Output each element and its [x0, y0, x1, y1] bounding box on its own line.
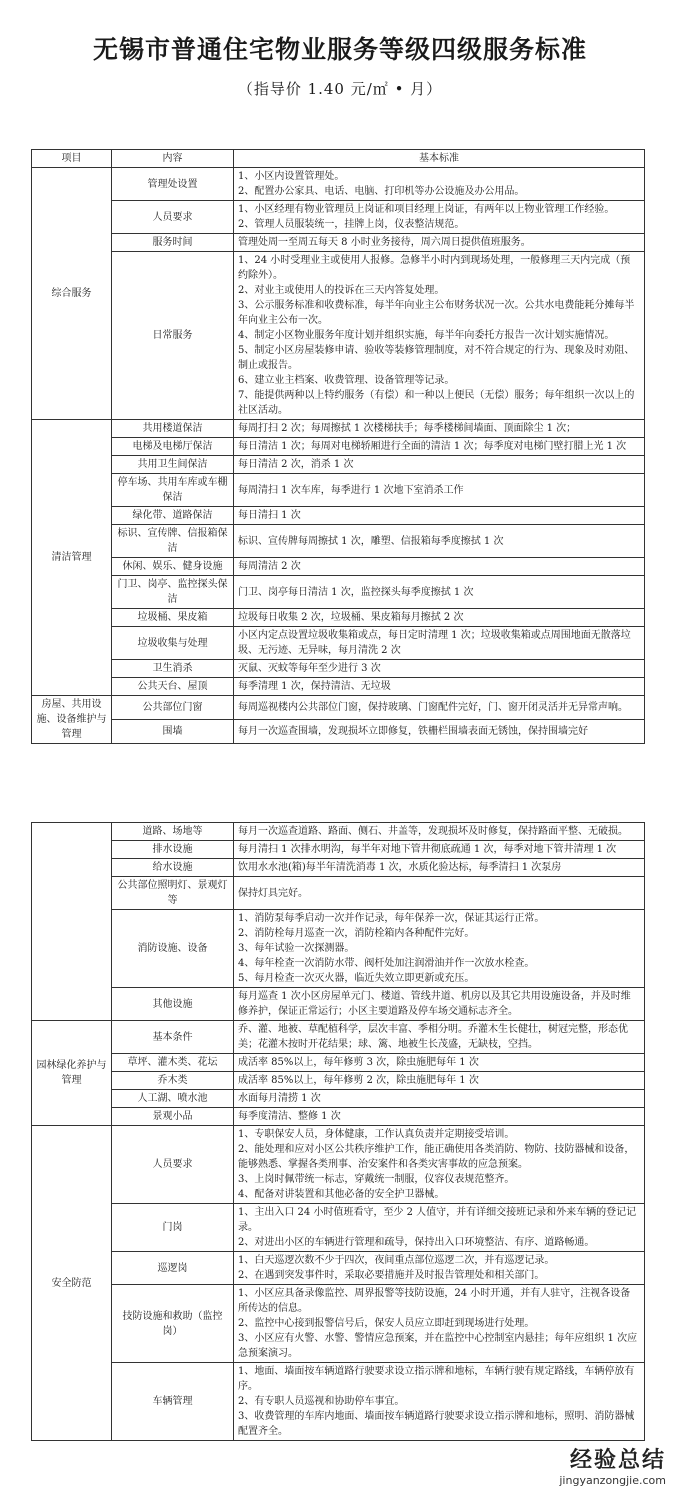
item-cell: 门岗: [112, 1204, 234, 1252]
item-cell: 公共部位照明灯、景观灯等: [112, 877, 234, 910]
standard-cell: 1、白天巡逻次数不少于四次，夜间重点部位巡逻二次，并有巡逻记录。 2、在遇到突发事件时，采取必要措施并及时报告管理处和相关部门。: [234, 1252, 645, 1285]
table-row: [32, 678, 645, 696]
standard-cell: 每日清洁 2 次，消杀 1 次: [234, 456, 645, 474]
table-header-row: [32, 150, 645, 168]
table-row: [32, 1285, 645, 1363]
item-cell: 人员要求: [112, 201, 234, 234]
category-cell: 园林绿化养护与管理: [32, 1021, 112, 1126]
standard-cell: 每周清扫 1 次车库，每季进行 1 次地下室消杀工作: [234, 474, 645, 507]
table-row: [32, 474, 645, 507]
table-row: [32, 1108, 645, 1126]
table-row: [32, 1363, 645, 1441]
table-row: [32, 576, 645, 609]
standards-table-1: [31, 149, 645, 744]
table-row: [32, 627, 645, 660]
item-cell: 乔木类: [112, 1072, 234, 1090]
table-row: [32, 1054, 645, 1072]
table-row: [32, 660, 645, 678]
item-cell: 基本条件: [112, 1021, 234, 1054]
item-cell: 共用卫生间保洁: [112, 456, 234, 474]
table-header-cell: 内容: [112, 150, 234, 168]
standard-cell: 灭鼠、灭蚊等每年至少进行 3 次: [234, 660, 645, 678]
table-row: [32, 1090, 645, 1108]
standard-cell: 1、主出入口 24 小时值班看守，至少 2 人值守，并有详细交接班记录和外来车辆的登记记录。 2、对进出小区的车辆进行管理和疏导，保持出入口环境整洁、有序、道路畅通。: [234, 1204, 645, 1252]
table-row: [32, 841, 645, 859]
table-row: [32, 823, 645, 841]
item-cell: 垃圾桶、果皮箱: [112, 609, 234, 627]
standard-cell: 门卫、岗亭每日清洁 1 次，监控探头每季度擦拭 1 次: [234, 576, 645, 609]
table-row: [32, 1021, 645, 1054]
page-title: 无锡市普通住宅物业服务等级四级服务标准: [92, 35, 587, 64]
item-cell: 道路、场地等: [112, 823, 234, 841]
category-cell: 安全防范: [32, 1126, 112, 1441]
category-cell: 清洁管理: [32, 420, 112, 696]
standard-cell: 乔、灌、地被、草配植科学，层次丰富、季相分明。乔灌木生长健壮，树冠完整，形态优美；花灌木按时开花结果；球、篱、地被生长茂盛，无缺枝，空挡。: [234, 1021, 645, 1054]
table-row: [32, 988, 645, 1021]
standard-cell: 每周清洁 2 次: [234, 558, 645, 576]
item-cell: 停车场、共用车库或车棚保洁: [112, 474, 234, 507]
item-cell: 管理处设置: [112, 168, 234, 201]
item-cell: 消防设施、设备: [112, 910, 234, 988]
item-cell: 车辆管理: [112, 1363, 234, 1441]
item-cell: 技防设施和救助（监控岗）: [112, 1285, 234, 1363]
item-cell: 垃圾收集与处理: [112, 627, 234, 660]
item-cell: 人工湖、喷水池: [112, 1090, 234, 1108]
standard-cell: 每日清洁 1 次；每周对电梯轿厢进行全面的清洁 1 次；每季度对电梯门壁打腊上光 1 次: [234, 438, 645, 456]
standard-cell: 小区内定点设置垃圾收集箱或点，每日定时清理 1 次；垃圾收集箱或点周围地面无散落垃圾、无污迹、无异味，每月清洗 2 次: [234, 627, 645, 660]
item-cell: 巡逻岗: [112, 1252, 234, 1285]
table-row: [32, 1072, 645, 1090]
item-cell: 标识、宣传牌、信报箱保洁: [112, 525, 234, 558]
table-row: [32, 234, 645, 252]
standard-cell: 垃圾每日收集 2 次，垃圾桶、果皮箱每月擦拭 2 次: [234, 609, 645, 627]
table-row: [32, 201, 645, 234]
standards-table-2: [31, 822, 645, 1441]
item-cell: 共用楼道保洁: [112, 420, 234, 438]
table-row: [32, 420, 645, 438]
item-cell: 电梯及电梯厅保洁: [112, 438, 234, 456]
standard-cell: 饮用水水池(箱)每半年清洗消毒 1 次，水质化验达标，每季清扫 1 次泵房: [234, 859, 645, 877]
standard-cell: 水面每月清捞 1 次: [234, 1090, 645, 1108]
table-header-cell: 项目: [32, 150, 112, 168]
standard-cell: 成活率 85%以上，每年修剪 3 次，除虫施肥每年 1 次: [234, 1054, 645, 1072]
table-row: [32, 859, 645, 877]
table-row: [32, 1126, 645, 1204]
standard-cell: 每月清扫 1 次排水明沟，每半年对地下管井彻底疏通 1 次，每季对地下管井清理 1 次: [234, 841, 645, 859]
table-row: [32, 456, 645, 474]
table-row: [32, 877, 645, 910]
watermark-site: jingyanzongjie.com: [559, 1474, 666, 1487]
item-cell: 给水设施: [112, 859, 234, 877]
standard-cell: 1、专职保安人员，身体健康，工作认真负责并定期接受培训。 2、能处理和应对小区公共秩序维护工作，能正确使用各类消防、物防、技防器械和设备，能够熟悉、掌握各类刑事、治安案件和各类灾害事故的应急预案。 3、上岗时佩带统一标志，穿戴统一制服，仪容仪表规范整齐。 4、配备对讲装置和其他必备的安全护卫器械。: [234, 1126, 645, 1204]
standard-cell: 每周巡视楼内公共部位门窗，保持玻璃、门窗配件完好，门、窗开闭灵活并无异常声响。: [234, 696, 645, 720]
standard-cell: 1、小区内设置管理处。 2、配置办公家具、电话、电脑、打印机等办公设施及办公用品。: [234, 168, 645, 201]
table-row: [32, 720, 645, 744]
table-row: [32, 438, 645, 456]
item-cell: 其他设施: [112, 988, 234, 1021]
table-row: [32, 168, 645, 201]
standard-cell: 每周打扫 2 次；每周擦拭 1 次楼梯扶手；每季楼梯间墙面、顶面除尘 1 次；: [234, 420, 645, 438]
item-cell: 绿化带、道路保洁: [112, 507, 234, 525]
standard-cell: 1、地面、墙面按车辆道路行驶要求设立指示牌和地标，车辆行驶有规定路线，车辆停放有序。 2、有专职人员巡视和协助停车事宜。 3、收费管理的车库内地面、墙面按车辆道路行驶要求设立指示牌和地标，照明、消防器械配置齐全。: [234, 1363, 645, 1441]
standard-cell: 成活率 85%以上，每年修剪 2 次，除虫施肥每年 1 次: [234, 1072, 645, 1090]
item-cell: 排水设施: [112, 841, 234, 859]
table-row: [32, 507, 645, 525]
category-cell: 综合服务: [32, 168, 112, 420]
table-row: [32, 1204, 645, 1252]
standard-cell: 1、消防泵每季启动一次并作记录，每年保养一次，保证其运行正常。 2、消防栓每月巡查一次，消防栓箱内各种配件完好。 3、每年试验一次探测器。 4、每年栓查一次消防水带、阀杆处加注润滑油并作一次放水栓查。 5、每月检查一次灭火器，临近失效立即更新或充压。: [234, 910, 645, 988]
category-cell: [32, 823, 112, 1021]
category-cell: 房屋、共用设施、设备维护与管理: [32, 696, 112, 744]
item-cell: 门卫、岗亭、监控探头保洁: [112, 576, 234, 609]
table-row: [32, 696, 645, 720]
table-row: [32, 252, 645, 420]
standard-cell: 每季清理 1 次，保持清洁、无垃圾: [234, 678, 645, 696]
watermark: [559, 1443, 666, 1487]
table-row: [32, 558, 645, 576]
standard-cell: 管理处周一至周五每天 8 小时业务接待，周六周日提供值班服务。: [234, 234, 645, 252]
standard-cell: 每月一次巡查道路、路面、侧石、井盖等，发现损坏及时修复，保持路面平整、无破损。: [234, 823, 645, 841]
standard-cell: 保持灯具完好。: [234, 877, 645, 910]
standard-cell: 1、小区经理有物业管理员上岗证和项目经理上岗证，有两年以上物业管理工作经验。 2、管理人员服装统一，挂牌上岗，仪表整洁规范。: [234, 201, 645, 234]
standard-cell: 1、24 小时受理业主或使用人报修。急修半小时内到现场处理，一般修理三天内完成（预约除外）。 2、对业主或使用人的投诉在三天内答复处理。 3、公示服务标准和收费标准，每半年向业主公布财务状况一次。公共水电费能耗分摊每半年向业主公布一次。 4、制定小区物业服务年度计划并组织实施，每半年向委托方报告一次计划实施情况。 5、制定小区房屋装修申请、验收等装修管理制度，对不符合规定的行为、现象及时劝阻、制止或报告。 6、建立业主档案、收费管理、设备管理等记录。 7、能提供两种以上特约服务（有偿）和一种以上便民（无偿）服务；每年组织一次以上的社区活动。: [234, 252, 645, 420]
item-cell: 景观小品: [112, 1108, 234, 1126]
table-row: [32, 609, 645, 627]
table-header-cell: 基本标准: [234, 150, 645, 168]
standard-cell: 每季度清洁、整修 1 次: [234, 1108, 645, 1126]
item-cell: 公共天台、屋顶: [112, 678, 234, 696]
table-row: [32, 1252, 645, 1285]
item-cell: 草坪、灌木类、花坛: [112, 1054, 234, 1072]
item-cell: 公共部位门窗: [112, 696, 234, 720]
item-cell: 卫生消杀: [112, 660, 234, 678]
item-cell: 服务时间: [112, 234, 234, 252]
standard-cell: 1、小区应具备录像监控、周界报警等技防设施，24 小时开通，并有人驻守，注视各设备所传达的信息。 2、监控中心接到报警信号后，保安人员应立即赶到现场进行处理。 3、小区应有火警、水警、警情应急预案，并在监控中心控制室内悬挂；每年应组织 1 次应急预案演习。: [234, 1285, 645, 1363]
standard-cell: 每日清扫 1 次: [234, 507, 645, 525]
table-row: [32, 525, 645, 558]
page-subtitle: （指导价 1.40 元/㎡ • 月）: [237, 80, 443, 98]
standard-cell: 每月巡查 1 次小区房屋单元门、楼道、管线井道、机房以及其它共用设施设备，并及时维修养护，保证正常运行；小区主要道路及停车场交通标志齐全。: [234, 988, 645, 1021]
standard-cell: 标识、宣传牌每周擦拭 1 次，雕塑、信报箱每季度擦拭 1 次: [234, 525, 645, 558]
watermark-brand: 经验总结: [569, 1448, 666, 1473]
item-cell: 日常服务: [112, 252, 234, 420]
standard-cell: 每月一次巡查围墙，发现损坏立即修复，铁栅栏围墙表面无锈蚀，保持围墙完好: [234, 720, 645, 744]
table-row: [32, 910, 645, 988]
item-cell: 休闲、娱乐、健身设施: [112, 558, 234, 576]
item-cell: 围墙: [112, 720, 234, 744]
item-cell: 人员要求: [112, 1126, 234, 1204]
